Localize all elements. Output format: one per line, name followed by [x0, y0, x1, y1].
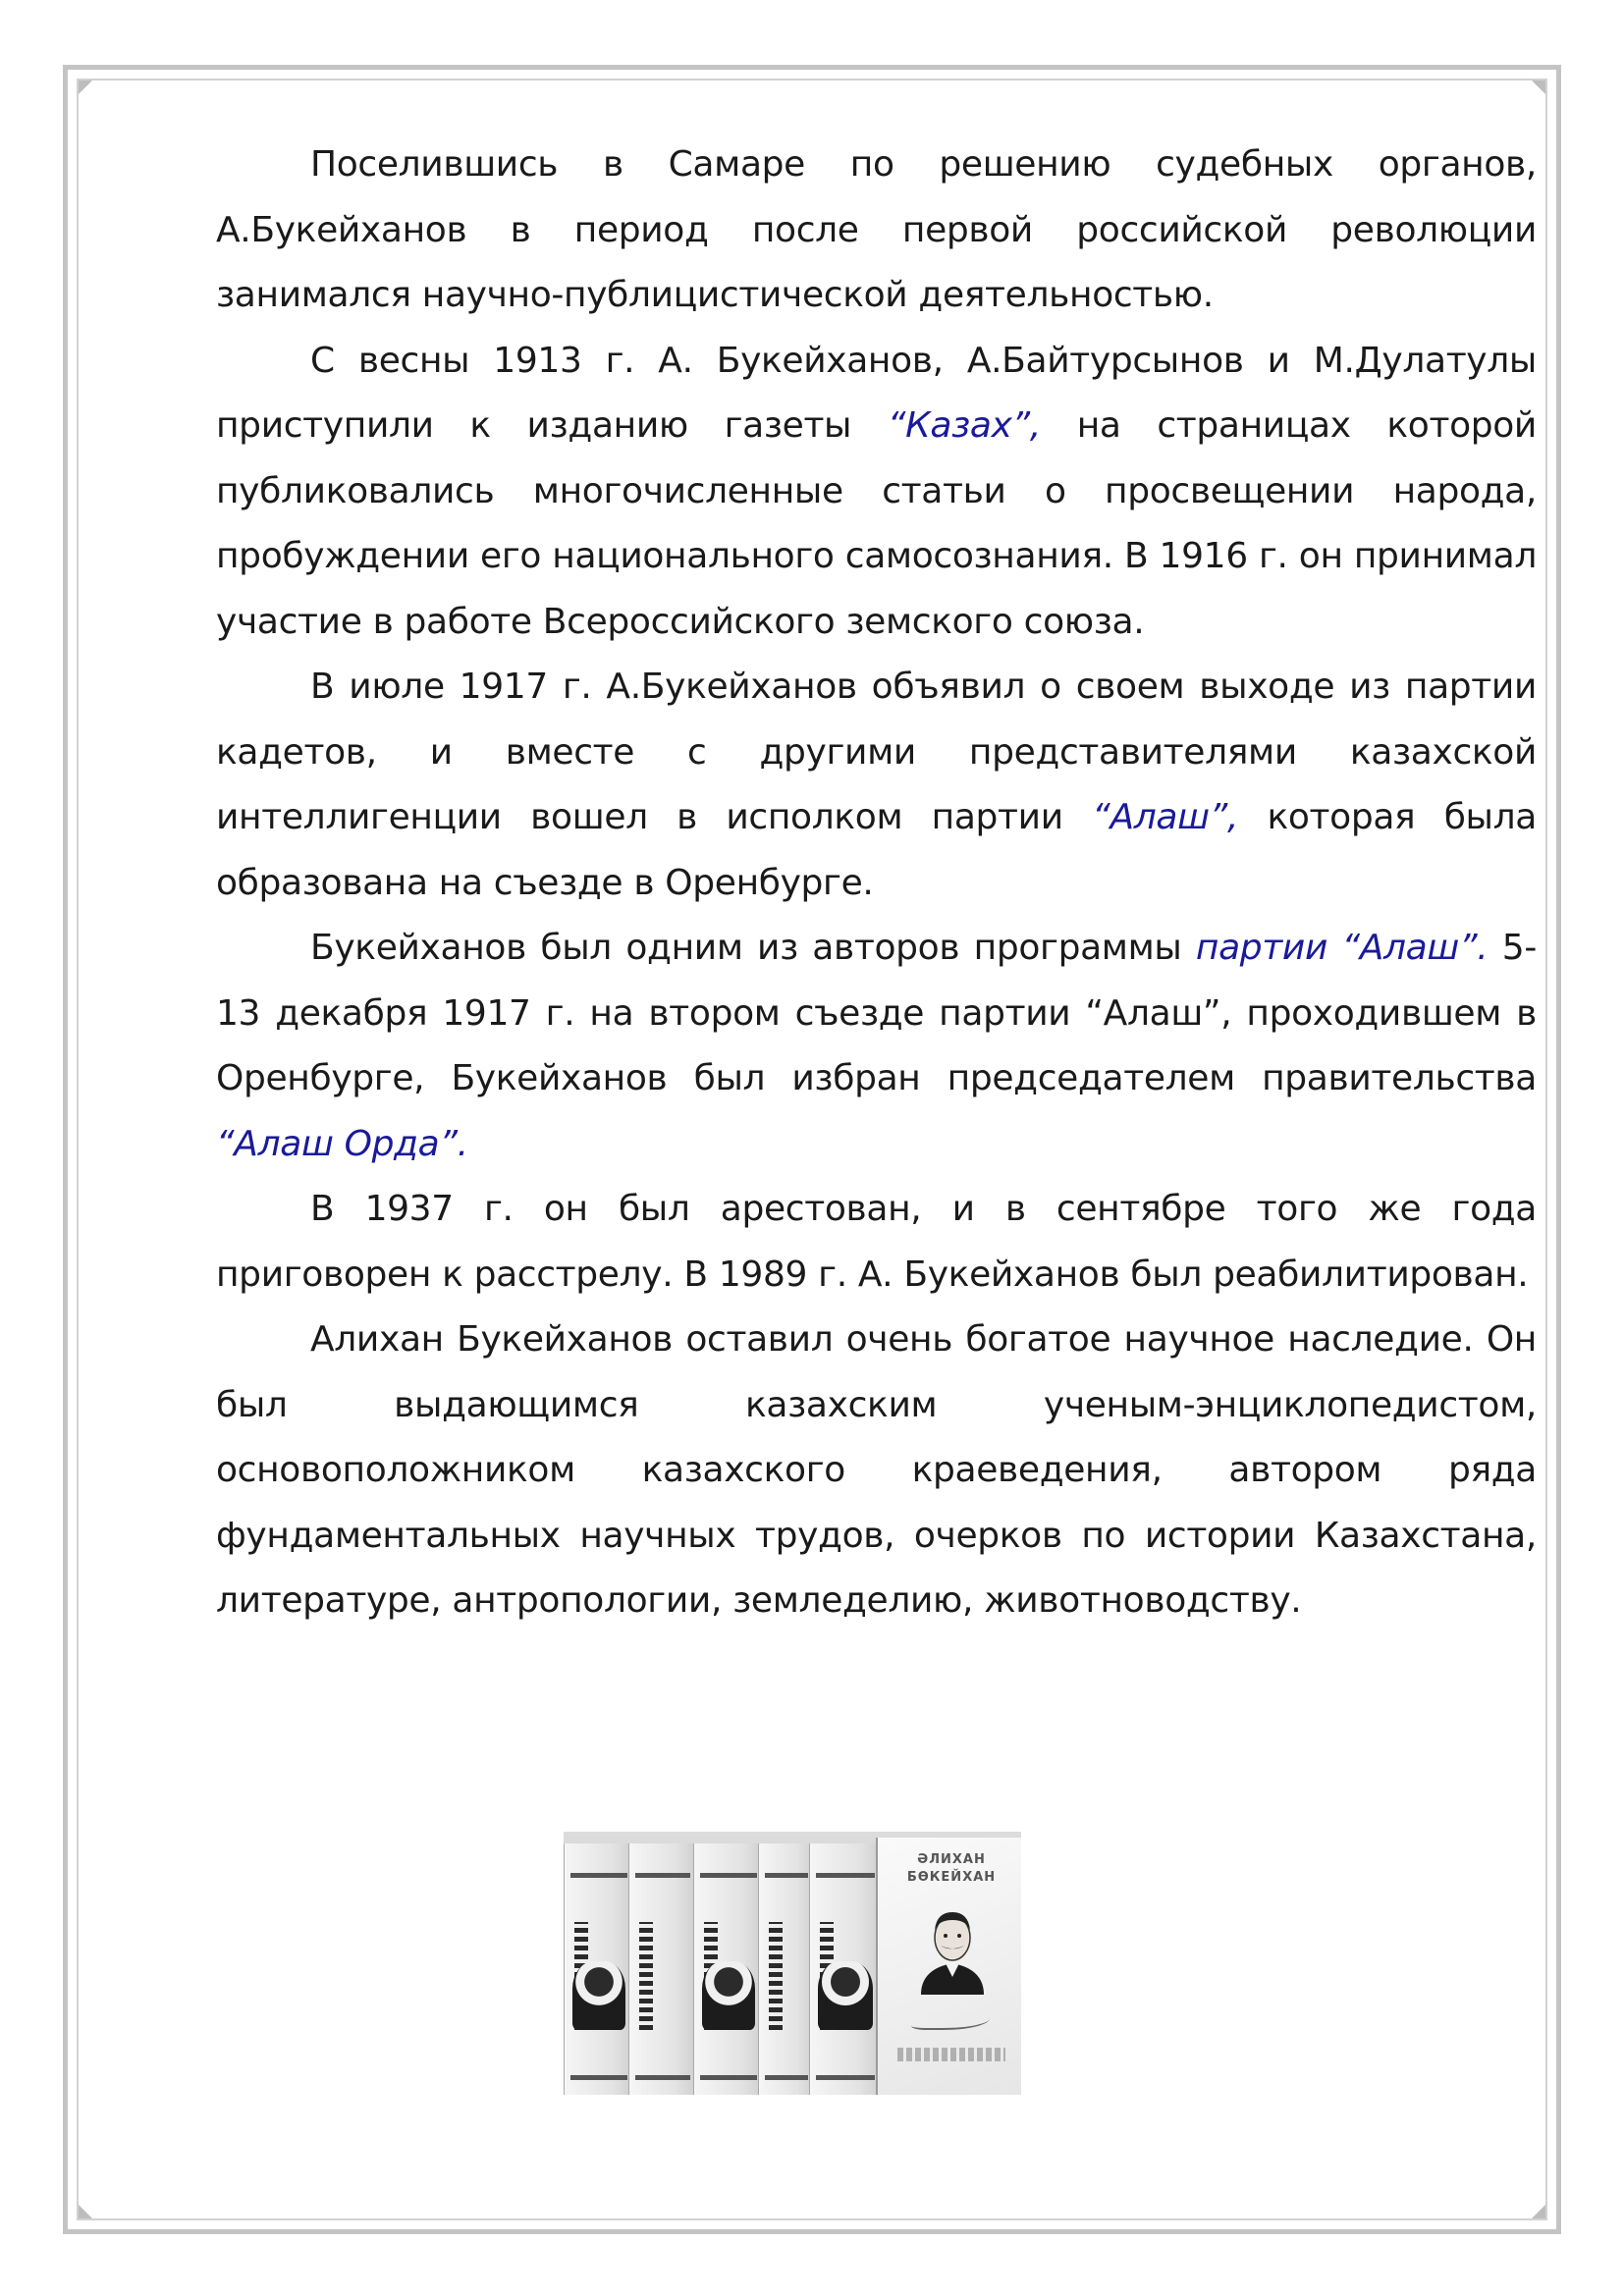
book-spine: [693, 1843, 764, 2095]
book-spine: [758, 1843, 815, 2095]
portrait-icon: [911, 1900, 994, 1995]
highlighted-term: “Алаш Орда”.: [216, 1123, 468, 1164]
text-segment: С весны 1913 г. А. Букейханов, А.Байтурсынов и М.Дулатулы приступили к изданию газеты: [216, 340, 1537, 446]
text-segment: В 1937 г. он был арестован, и в сентябре того же года приговорен к расстрелу. В 1989 г. А. Букейханов был реабилитирован.: [216, 1189, 1537, 1295]
book-cover: [876, 1838, 1021, 2095]
document-body: [216, 133, 1537, 1634]
text-segment: Алихан Букейханов оставил очень богатое научное наследие. Он был выдающимся казахским ученым-энциклопедистом, основоположником казахского краеведения, автором ряда фундаментальных научных трудов, очерков по истории Казахстана, литературе, антропологии, земледелию, животноводству.: [216, 1319, 1537, 1621]
book-cover-title: [878, 1851, 1021, 1887]
frame-corner-ornament: [79, 2205, 92, 2218]
frame-corner-ornament: [1532, 2205, 1545, 2218]
cover-title-line: БӨКЕЙХАН: [906, 1870, 997, 1885]
text-segment: 5-13 декабря 1917 г. на втором съезде партии “Алаш”, проходившем в Оренбурге, Букейханов был избран председателем правительства: [216, 928, 1537, 1098]
frame-corner-ornament: [1532, 80, 1545, 94]
text-segment: которая была образована на съезде в Оренбурге.: [216, 797, 1537, 903]
text-segment: В июле 1917 г. А.Букейханов объявил о своем выходе из партии кадетов, и вместе с другими представителями казахской интеллигенции вошел в исполком партии: [216, 667, 1537, 837]
paragraph: [216, 329, 1537, 656]
highlighted-term: “Казах”,: [887, 405, 1041, 446]
paragraph: [216, 133, 1537, 329]
highlighted-term: партии “Алаш”.: [1195, 928, 1489, 968]
text-segment: Поселившись в Самаре по решению судебных органов, А.Букейханов в период после первой российской революции занимался научно-публицистической деятельностью.: [216, 144, 1537, 315]
signature: [911, 2010, 990, 2030]
paragraph: [216, 1308, 1537, 1634]
paragraph: [216, 1177, 1537, 1308]
highlighted-term: “Алаш”,: [1092, 797, 1239, 837]
book-spine: [809, 1843, 882, 2095]
book-spine: [564, 1843, 634, 2095]
text-segment: на страницах которой публиковались многочисленные статьи о просвещении народа, пробуждении его национального самосознания. В 1916 г. он принимал участие в работе Всероссийского земского союза.: [216, 405, 1537, 642]
paragraph: [216, 916, 1537, 1177]
paragraph: [216, 655, 1537, 916]
book-set-image: [564, 1832, 1021, 2095]
text-segment: Букейханов был одним из авторов программы: [310, 928, 1196, 968]
cover-subtitle: [897, 2048, 1005, 2061]
frame-corner-ornament: [79, 80, 92, 94]
book-spine: [628, 1843, 697, 2095]
cover-title-line: ӘЛИХАН: [917, 1852, 986, 1867]
